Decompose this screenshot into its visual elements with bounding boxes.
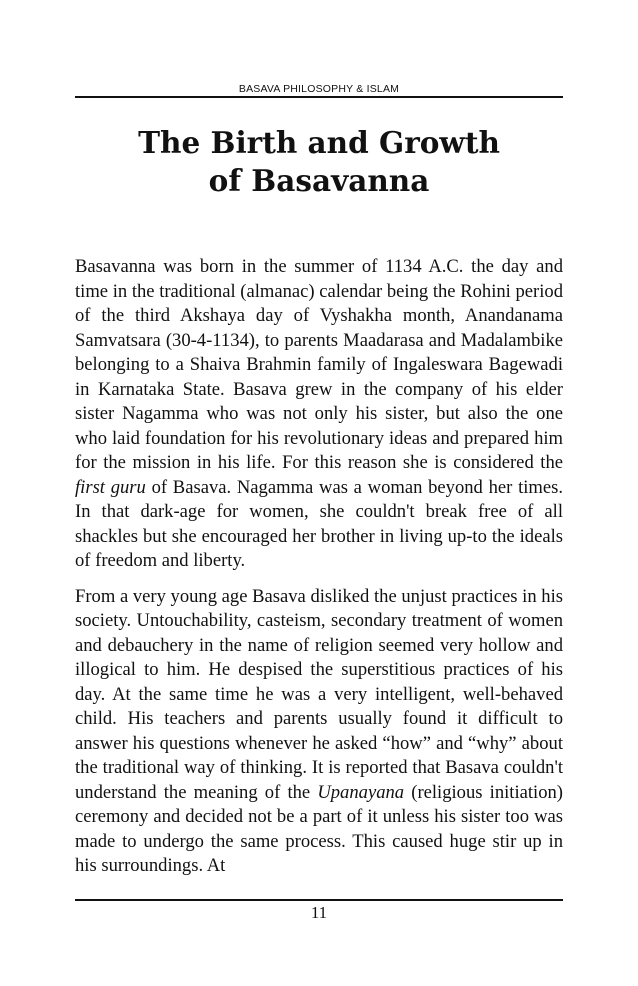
paragraph-1-emphasis: first guru xyxy=(75,476,146,498)
paragraph-1 xyxy=(75,255,563,574)
running-head: BASAVA PHILOSOPHY & ISLAM xyxy=(238,83,400,95)
footer-rule xyxy=(75,899,563,901)
header-rule xyxy=(75,96,563,98)
chapter-title-line-1: The Birth and Growth xyxy=(138,125,500,160)
page-number: 11 xyxy=(310,903,328,922)
chapter-title xyxy=(75,124,563,200)
paragraph-2-text-b: (religious initiation) ceremony and decided not be a part of it unless his sister too was made to undergo the same process. This caused huge stir up in his surroundings. At xyxy=(75,781,564,876)
paragraph-2-text-a: From a very young age Basava disliked the unjust practices in his society. Untouchability, casteism, secondary treatment of women and debauchery in the name of religion seemed very hollow and illogical to him. He despised the superstitious practices of his day. At the same time he was a very intelligent, well-behaved child. His teachers and parents usually found it difficult to answer his questions whenever he asked “how” and “why” about the traditional way of thinking. It is reported that Basava couldn't understand the meaning of the xyxy=(75,585,563,803)
body-text xyxy=(75,255,563,879)
paragraph-2 xyxy=(75,585,563,879)
paragraph-1-text-a: Basavanna was born in the summer of 1134 A.C. the day and time in the traditional (almanac) calendar being the Rohini period of the third Akshaya day of Vyshakha month, Anandanama Samvatsara (30-4-1134), to parents Maadarasa and Madalambike belonging to a Shaiva Brahmin family of Ingaleswara Bagewadi in Karnataka State. Basava grew in the company of his elder sister Nagamma who was not only his sister, but also the one who laid foundation for his revolutionary ideas and prepared him for the mission in his life. For this reason she is considered the xyxy=(75,256,563,473)
paragraph-1-text-b: of Basava. Nagamma was a woman beyond her times. In that dark-age for women, she couldn't break free of all shackles but she encouraged her brother in living up-to the ideals of freedom and liberty. xyxy=(75,476,563,571)
chapter-title-line-2: of Basavanna xyxy=(208,163,430,198)
paragraph-2-emphasis: Upanayana xyxy=(317,781,405,803)
